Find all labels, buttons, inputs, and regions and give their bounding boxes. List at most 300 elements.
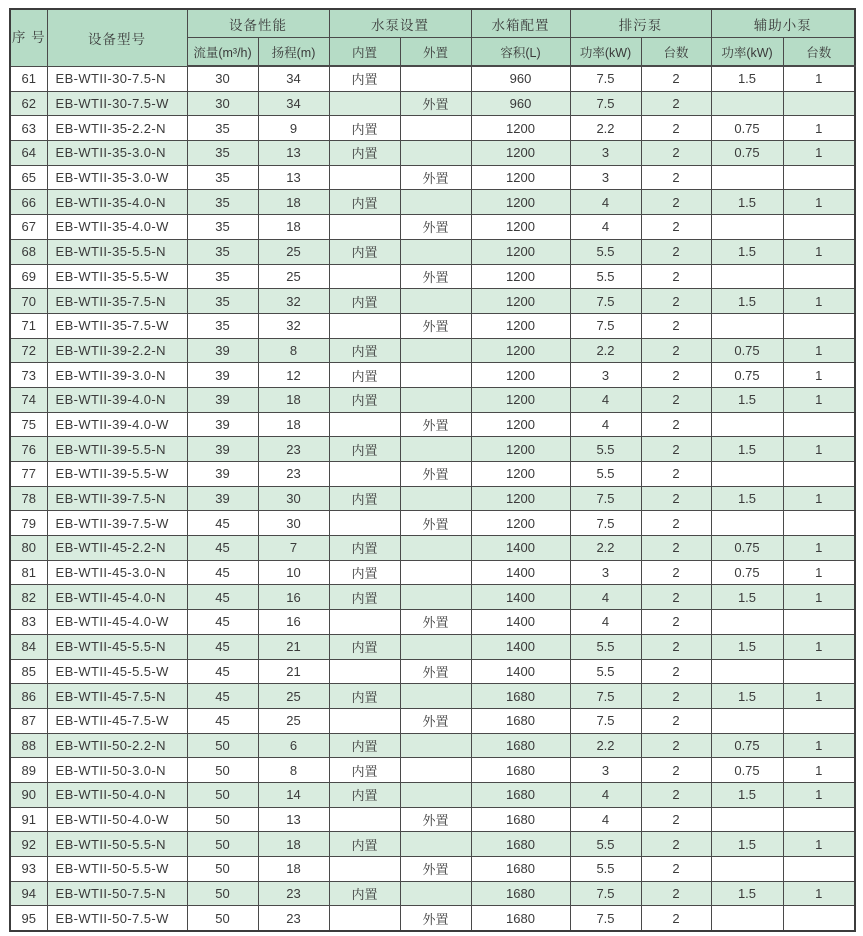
cell-lift-head: 13 <box>258 165 329 190</box>
cell-tank-volume: 1200 <box>471 165 570 190</box>
cell-model: EB-WTII-45-7.5-W <box>47 708 187 733</box>
cell-flow-rate: 39 <box>187 486 258 511</box>
cell-external <box>400 758 471 783</box>
table-row <box>10 733 855 758</box>
cell-sewage-power: 4 <box>570 610 641 635</box>
cell-sewage-power: 4 <box>570 585 641 610</box>
cell-flow-rate: 50 <box>187 733 258 758</box>
cell-aux-power <box>711 313 783 338</box>
cell-aux-qty <box>783 807 855 832</box>
cell-serial: 82 <box>10 585 47 610</box>
cell-sewage-power: 4 <box>570 412 641 437</box>
cell-flow-rate: 50 <box>187 807 258 832</box>
cell-aux-qty: 1 <box>783 684 855 709</box>
cell-aux-power: 0.75 <box>711 536 783 561</box>
cell-lift-head: 30 <box>258 511 329 536</box>
cell-aux-power: 1.5 <box>711 585 783 610</box>
cell-sewage-qty: 2 <box>641 66 711 91</box>
cell-tank-volume: 1400 <box>471 634 570 659</box>
cell-tank-volume: 1680 <box>471 733 570 758</box>
cell-aux-power: 0.75 <box>711 116 783 141</box>
cell-aux-qty: 1 <box>783 634 855 659</box>
cell-model: EB-WTII-39-5.5-N <box>47 437 187 462</box>
cell-model: EB-WTII-50-7.5-N <box>47 881 187 906</box>
cell-flow-rate: 50 <box>187 906 258 931</box>
cell-tank-volume: 1680 <box>471 684 570 709</box>
cell-lift-head: 32 <box>258 289 329 314</box>
cell-internal <box>329 215 400 240</box>
cell-serial: 79 <box>10 511 47 536</box>
cell-serial: 67 <box>10 215 47 240</box>
cell-model: EB-WTII-39-4.0-N <box>47 387 187 412</box>
cell-sewage-power: 3 <box>570 363 641 388</box>
cell-internal: 内置 <box>329 560 400 585</box>
cell-external <box>400 585 471 610</box>
cell-internal: 内置 <box>329 536 400 561</box>
cell-aux-power: 1.5 <box>711 437 783 462</box>
cell-aux-power: 0.75 <box>711 338 783 363</box>
cell-serial: 93 <box>10 857 47 882</box>
cell-aux-qty: 1 <box>783 733 855 758</box>
cell-sewage-qty: 2 <box>641 511 711 536</box>
cell-lift-head: 23 <box>258 462 329 487</box>
table-row <box>10 239 855 264</box>
cell-external: 外置 <box>400 313 471 338</box>
cell-aux-power: 0.75 <box>711 141 783 166</box>
cell-aux-qty: 1 <box>783 338 855 363</box>
cell-sewage-qty: 2 <box>641 338 711 363</box>
cell-aux-power: 1.5 <box>711 66 783 91</box>
cell-flow-rate: 50 <box>187 758 258 783</box>
cell-model: EB-WTII-39-5.5-W <box>47 462 187 487</box>
cell-serial: 86 <box>10 684 47 709</box>
cell-external <box>400 190 471 215</box>
cell-sewage-qty: 2 <box>641 387 711 412</box>
cell-tank-volume: 1200 <box>471 141 570 166</box>
cell-aux-power <box>711 462 783 487</box>
cell-sewage-power: 7.5 <box>570 91 641 116</box>
cell-flow-rate: 39 <box>187 412 258 437</box>
cell-internal: 内置 <box>329 758 400 783</box>
cell-serial: 81 <box>10 560 47 585</box>
cell-flow-rate: 35 <box>187 239 258 264</box>
cell-sewage-power: 7.5 <box>570 906 641 931</box>
cell-serial: 62 <box>10 91 47 116</box>
cell-serial: 78 <box>10 486 47 511</box>
cell-external <box>400 560 471 585</box>
cell-external <box>400 141 471 166</box>
cell-flow-rate: 30 <box>187 66 258 91</box>
cell-sewage-power: 7.5 <box>570 486 641 511</box>
cell-sewage-qty: 2 <box>641 832 711 857</box>
cell-serial: 92 <box>10 832 47 857</box>
cell-model: EB-WTII-45-3.0-N <box>47 560 187 585</box>
table-row <box>10 437 855 462</box>
cell-serial: 91 <box>10 807 47 832</box>
cell-model: EB-WTII-45-2.2-N <box>47 536 187 561</box>
table-row <box>10 659 855 684</box>
cell-internal: 内置 <box>329 289 400 314</box>
table-row <box>10 462 855 487</box>
cell-sewage-qty: 2 <box>641 610 711 635</box>
cell-model: EB-WTII-39-7.5-W <box>47 511 187 536</box>
cell-flow-rate: 30 <box>187 91 258 116</box>
table-row <box>10 215 855 240</box>
cell-flow-rate: 39 <box>187 437 258 462</box>
cell-sewage-qty: 2 <box>641 782 711 807</box>
cell-aux-qty: 1 <box>783 782 855 807</box>
cell-serial: 70 <box>10 289 47 314</box>
cell-serial: 61 <box>10 66 47 91</box>
cell-internal: 内置 <box>329 239 400 264</box>
cell-external <box>400 239 471 264</box>
cell-serial: 88 <box>10 733 47 758</box>
table-row <box>10 585 855 610</box>
cell-tank-volume: 1680 <box>471 782 570 807</box>
cell-flow-rate: 50 <box>187 881 258 906</box>
cell-internal <box>329 412 400 437</box>
cell-model: EB-WTII-45-4.0-W <box>47 610 187 635</box>
header-lift-head: 扬程(m) <box>258 38 329 67</box>
cell-aux-qty: 1 <box>783 585 855 610</box>
cell-tank-volume: 1680 <box>471 906 570 931</box>
cell-sewage-qty: 2 <box>641 363 711 388</box>
cell-lift-head: 18 <box>258 412 329 437</box>
cell-model: EB-WTII-39-2.2-N <box>47 338 187 363</box>
cell-aux-power <box>711 610 783 635</box>
table-row <box>10 313 855 338</box>
cell-flow-rate: 35 <box>187 215 258 240</box>
cell-aux-power: 1.5 <box>711 239 783 264</box>
cell-external: 外置 <box>400 807 471 832</box>
cell-external <box>400 338 471 363</box>
cell-model: EB-WTII-45-5.5-W <box>47 659 187 684</box>
cell-sewage-power: 7.5 <box>570 511 641 536</box>
header-external: 外置 <box>400 38 471 67</box>
cell-flow-rate: 35 <box>187 190 258 215</box>
cell-aux-qty: 1 <box>783 536 855 561</box>
cell-internal <box>329 511 400 536</box>
cell-flow-rate: 45 <box>187 708 258 733</box>
cell-lift-head: 25 <box>258 239 329 264</box>
cell-sewage-qty: 2 <box>641 165 711 190</box>
cell-aux-qty: 1 <box>783 881 855 906</box>
cell-internal: 内置 <box>329 684 400 709</box>
cell-lift-head: 18 <box>258 190 329 215</box>
cell-sewage-qty: 2 <box>641 141 711 166</box>
cell-external <box>400 116 471 141</box>
cell-external <box>400 536 471 561</box>
cell-internal <box>329 264 400 289</box>
cell-serial: 74 <box>10 387 47 412</box>
table-row <box>10 536 855 561</box>
cell-lift-head: 18 <box>258 832 329 857</box>
table-row <box>10 66 855 91</box>
table-body <box>10 66 855 931</box>
cell-model: EB-WTII-50-3.0-N <box>47 758 187 783</box>
cell-flow-rate: 35 <box>187 264 258 289</box>
cell-aux-qty <box>783 610 855 635</box>
cell-lift-head: 23 <box>258 437 329 462</box>
cell-tank-volume: 1200 <box>471 239 570 264</box>
cell-lift-head: 25 <box>258 708 329 733</box>
cell-aux-qty <box>783 215 855 240</box>
cell-external <box>400 832 471 857</box>
cell-sewage-qty: 2 <box>641 239 711 264</box>
cell-sewage-qty: 2 <box>641 313 711 338</box>
cell-sewage-power: 7.5 <box>570 684 641 709</box>
cell-sewage-qty: 2 <box>641 684 711 709</box>
cell-flow-rate: 45 <box>187 511 258 536</box>
table-row <box>10 412 855 437</box>
cell-lift-head: 8 <box>258 338 329 363</box>
cell-flow-rate: 35 <box>187 165 258 190</box>
cell-lift-head: 16 <box>258 610 329 635</box>
cell-sewage-power: 5.5 <box>570 239 641 264</box>
cell-aux-qty: 1 <box>783 363 855 388</box>
cell-tank-volume: 960 <box>471 91 570 116</box>
cell-internal: 内置 <box>329 486 400 511</box>
header-internal: 内置 <box>329 38 400 67</box>
cell-sewage-qty: 2 <box>641 190 711 215</box>
cell-tank-volume: 1400 <box>471 536 570 561</box>
cell-aux-qty <box>783 313 855 338</box>
table-row <box>10 91 855 116</box>
cell-external: 外置 <box>400 91 471 116</box>
cell-sewage-power: 3 <box>570 165 641 190</box>
cell-serial: 72 <box>10 338 47 363</box>
cell-internal <box>329 313 400 338</box>
cell-model: EB-WTII-35-2.2-N <box>47 116 187 141</box>
header-group-aux-pump: 辅助小泵 <box>711 9 855 38</box>
header-group-pump-setup: 水泵设置 <box>329 9 471 38</box>
cell-sewage-qty: 2 <box>641 634 711 659</box>
header-tank-volume: 容积(L) <box>471 38 570 67</box>
cell-aux-power: 0.75 <box>711 733 783 758</box>
cell-external: 外置 <box>400 165 471 190</box>
cell-lift-head: 30 <box>258 486 329 511</box>
cell-aux-power: 1.5 <box>711 634 783 659</box>
cell-aux-qty <box>783 264 855 289</box>
cell-lift-head: 9 <box>258 116 329 141</box>
cell-tank-volume: 1200 <box>471 313 570 338</box>
header-group-sewage-pump: 排污泵 <box>570 9 711 38</box>
cell-aux-power: 1.5 <box>711 684 783 709</box>
cell-internal: 内置 <box>329 437 400 462</box>
cell-tank-volume: 1200 <box>471 462 570 487</box>
cell-tank-volume: 1680 <box>471 881 570 906</box>
cell-model: EB-WTII-35-4.0-N <box>47 190 187 215</box>
cell-tank-volume: 1680 <box>471 832 570 857</box>
cell-serial: 83 <box>10 610 47 635</box>
table-row <box>10 634 855 659</box>
cell-sewage-qty: 2 <box>641 289 711 314</box>
cell-flow-rate: 50 <box>187 782 258 807</box>
cell-sewage-power: 4 <box>570 215 641 240</box>
cell-external <box>400 289 471 314</box>
cell-sewage-qty: 2 <box>641 857 711 882</box>
cell-external: 外置 <box>400 659 471 684</box>
table-row <box>10 857 855 882</box>
cell-sewage-qty: 2 <box>641 215 711 240</box>
cell-flow-rate: 39 <box>187 387 258 412</box>
cell-sewage-power: 5.5 <box>570 437 641 462</box>
table-row <box>10 832 855 857</box>
table-row <box>10 807 855 832</box>
cell-serial: 87 <box>10 708 47 733</box>
cell-model: EB-WTII-50-5.5-W <box>47 857 187 882</box>
cell-sewage-power: 2.2 <box>570 733 641 758</box>
cell-aux-power: 1.5 <box>711 190 783 215</box>
cell-lift-head: 14 <box>258 782 329 807</box>
cell-serial: 69 <box>10 264 47 289</box>
header-sewage-power: 功率(kW) <box>570 38 641 67</box>
cell-flow-rate: 35 <box>187 289 258 314</box>
cell-serial: 65 <box>10 165 47 190</box>
cell-tank-volume: 1200 <box>471 363 570 388</box>
cell-lift-head: 21 <box>258 634 329 659</box>
cell-tank-volume: 1680 <box>471 807 570 832</box>
cell-aux-qty <box>783 165 855 190</box>
cell-flow-rate: 45 <box>187 684 258 709</box>
cell-lift-head: 16 <box>258 585 329 610</box>
cell-lift-head: 34 <box>258 91 329 116</box>
cell-internal <box>329 462 400 487</box>
header-flow-rate: 流量(m³/h) <box>187 38 258 67</box>
cell-sewage-qty: 2 <box>641 585 711 610</box>
cell-serial: 94 <box>10 881 47 906</box>
cell-external: 外置 <box>400 215 471 240</box>
cell-flow-rate: 45 <box>187 536 258 561</box>
cell-aux-qty: 1 <box>783 437 855 462</box>
cell-model: EB-WTII-39-4.0-W <box>47 412 187 437</box>
cell-aux-power <box>711 215 783 240</box>
cell-external <box>400 437 471 462</box>
cell-tank-volume: 960 <box>471 66 570 91</box>
cell-sewage-qty: 2 <box>641 659 711 684</box>
cell-aux-qty: 1 <box>783 387 855 412</box>
cell-aux-qty: 1 <box>783 832 855 857</box>
equipment-spec-table <box>9 8 856 932</box>
cell-lift-head: 18 <box>258 387 329 412</box>
cell-serial: 76 <box>10 437 47 462</box>
header-model: 设备型号 <box>47 9 187 66</box>
cell-flow-rate: 35 <box>187 313 258 338</box>
cell-internal: 内置 <box>329 733 400 758</box>
cell-external <box>400 684 471 709</box>
cell-tank-volume: 1200 <box>471 387 570 412</box>
cell-internal: 内置 <box>329 363 400 388</box>
table-row <box>10 560 855 585</box>
cell-model: EB-WTII-50-4.0-W <box>47 807 187 832</box>
cell-aux-qty <box>783 462 855 487</box>
cell-sewage-power: 2.2 <box>570 338 641 363</box>
cell-lift-head: 25 <box>258 684 329 709</box>
cell-serial: 63 <box>10 116 47 141</box>
cell-sewage-qty: 2 <box>641 462 711 487</box>
table-row <box>10 363 855 388</box>
cell-flow-rate: 39 <box>187 462 258 487</box>
cell-sewage-power: 3 <box>570 141 641 166</box>
cell-sewage-power: 3 <box>570 560 641 585</box>
cell-serial: 90 <box>10 782 47 807</box>
cell-aux-qty: 1 <box>783 190 855 215</box>
cell-aux-qty: 1 <box>783 560 855 585</box>
cell-sewage-power: 5.5 <box>570 634 641 659</box>
table-row <box>10 511 855 536</box>
cell-internal <box>329 708 400 733</box>
cell-sewage-qty: 2 <box>641 91 711 116</box>
cell-external <box>400 363 471 388</box>
cell-aux-qty <box>783 708 855 733</box>
cell-internal <box>329 165 400 190</box>
cell-aux-power: 1.5 <box>711 387 783 412</box>
cell-sewage-power: 5.5 <box>570 462 641 487</box>
cell-model: EB-WTII-35-3.0-W <box>47 165 187 190</box>
cell-aux-power: 1.5 <box>711 289 783 314</box>
cell-sewage-power: 4 <box>570 807 641 832</box>
cell-aux-qty: 1 <box>783 239 855 264</box>
table-row <box>10 684 855 709</box>
cell-sewage-qty: 2 <box>641 116 711 141</box>
cell-sewage-power: 5.5 <box>570 659 641 684</box>
cell-serial: 85 <box>10 659 47 684</box>
cell-internal <box>329 610 400 635</box>
cell-flow-rate: 45 <box>187 585 258 610</box>
cell-tank-volume: 1400 <box>471 585 570 610</box>
table-row <box>10 141 855 166</box>
cell-lift-head: 23 <box>258 881 329 906</box>
cell-aux-qty: 1 <box>783 758 855 783</box>
cell-tank-volume: 1200 <box>471 264 570 289</box>
cell-sewage-power: 7.5 <box>570 289 641 314</box>
table-row <box>10 881 855 906</box>
cell-sewage-qty: 2 <box>641 486 711 511</box>
table-row <box>10 486 855 511</box>
table-row <box>10 165 855 190</box>
table-row <box>10 116 855 141</box>
cell-model: EB-WTII-50-4.0-N <box>47 782 187 807</box>
cell-serial: 68 <box>10 239 47 264</box>
cell-tank-volume: 1400 <box>471 659 570 684</box>
cell-aux-power: 1.5 <box>711 486 783 511</box>
cell-aux-power <box>711 165 783 190</box>
cell-aux-qty <box>783 511 855 536</box>
cell-sewage-power: 2.2 <box>570 116 641 141</box>
cell-aux-qty: 1 <box>783 66 855 91</box>
cell-internal: 内置 <box>329 190 400 215</box>
cell-lift-head: 34 <box>258 66 329 91</box>
cell-internal: 内置 <box>329 141 400 166</box>
cell-aux-power <box>711 91 783 116</box>
cell-aux-power <box>711 264 783 289</box>
table-row <box>10 610 855 635</box>
cell-lift-head: 32 <box>258 313 329 338</box>
cell-external <box>400 486 471 511</box>
cell-sewage-power: 4 <box>570 782 641 807</box>
cell-model: EB-WTII-35-7.5-N <box>47 289 187 314</box>
header-group-tank-config: 水箱配置 <box>471 9 570 38</box>
cell-serial: 80 <box>10 536 47 561</box>
cell-aux-qty: 1 <box>783 486 855 511</box>
cell-tank-volume: 1200 <box>471 511 570 536</box>
cell-external <box>400 881 471 906</box>
cell-internal: 内置 <box>329 66 400 91</box>
cell-tank-volume: 1680 <box>471 857 570 882</box>
cell-sewage-power: 4 <box>570 190 641 215</box>
cell-flow-rate: 45 <box>187 659 258 684</box>
cell-aux-qty <box>783 906 855 931</box>
